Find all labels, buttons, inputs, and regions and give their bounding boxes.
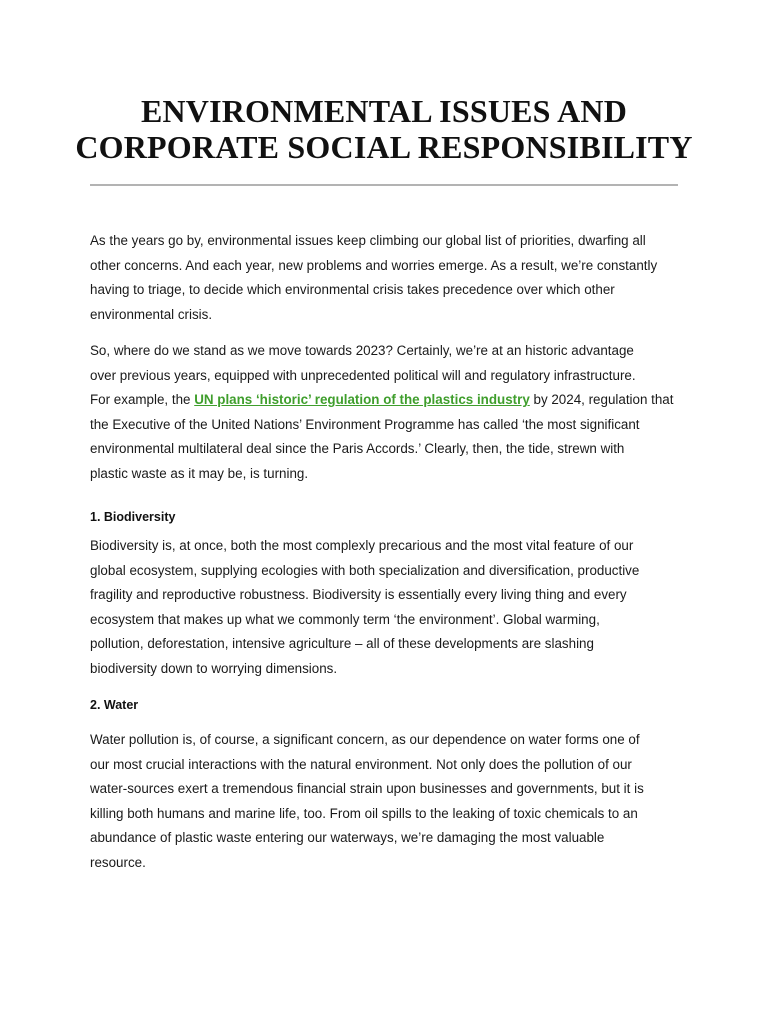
intro-paragraph-1 [90, 229, 690, 327]
title-divider [90, 184, 678, 186]
paragraph-line: environmental multilateral deal since the Paris Accords.’ Clearly, then, the tide, strewn with [90, 441, 625, 456]
paragraph-line: biodiversity down to worrying dimensions. [90, 660, 338, 676]
section-body-biodiversity [90, 534, 690, 681]
paragraph-line: our most crucial interactions with the natural environment. Not only does the pollution of our [90, 756, 632, 772]
paragraph-line: other concerns. And each year, new problems and worries emerge. As a result, we’re constantly [90, 257, 658, 273]
section-heading-biodiversity: 1. Biodiversity [90, 510, 176, 524]
link-prefix-text: For example, the [90, 392, 195, 407]
paragraph-line: the Executive of the United Nations’ Environment Programme has called ‘the most significant [90, 416, 640, 432]
paragraph-line: abundance of plastic waste entering our waterways, we’re damaging the most valuable [90, 830, 605, 845]
paragraph-line: killing both humans and marine life, too. From oil spills to the leaking of toxic chemicals to an [90, 805, 638, 821]
paragraph-line: pollution, deforestation, intensive agriculture – all of these developments are slashing [90, 636, 594, 651]
paragraph-line: resource. [90, 854, 146, 870]
paragraph-line: having to triage, to decide which environmental crisis takes precedence over which other [90, 282, 615, 297]
title-line-2: CORPORATE SOCIAL RESPONSIBILITY [75, 129, 693, 165]
section-body-water [90, 728, 690, 875]
paragraph-line: environmental crisis. [90, 306, 213, 322]
paragraph-line: over previous years, equipped with unprecedented political will and regulatory infrastructure. [90, 367, 636, 383]
paragraph-line: plastic waste as it may be, is turning. [90, 465, 309, 481]
paragraph-line: water-sources exert a tremendous financial strain upon businesses and governments, but it is [90, 781, 644, 796]
paragraph-line-with-link [90, 388, 690, 413]
intro-paragraph-2 [90, 339, 690, 486]
un-plastics-regulation-link[interactable]: UN plans ‘historic’ regulation of the plastics industry [194, 392, 530, 407]
paragraph-line: ecosystem that makes up what we commonly term ‘the environment’. Global warming, [90, 611, 600, 627]
link-suffix-text: by 2024, regulation that [529, 392, 674, 407]
section-heading-water: 2. Water [90, 698, 139, 712]
document-title [60, 93, 708, 165]
paragraph-line: Biodiversity is, at once, both the most complexly precarious and the most vital feature of our [90, 538, 634, 553]
paragraph-line: fragility and reproductive robustness. Biodiversity is essentially every living thing and every [90, 587, 627, 602]
paragraph-line: global ecosystem, supplying ecologies with both specialization and diversification, productive [90, 562, 640, 578]
paragraph-line: So, where do we stand as we move towards 2023? Certainly, we’re at an historic advantage [90, 343, 634, 358]
paragraph-line: As the years go by, environmental issues keep climbing our global list of priorities, dwarfing all [90, 233, 646, 248]
title-line-1: ENVIRONMENTAL ISSUES AND [140, 93, 628, 129]
paragraph-line: Water pollution is, of course, a significant concern, as our dependence on water forms one of [90, 732, 640, 747]
